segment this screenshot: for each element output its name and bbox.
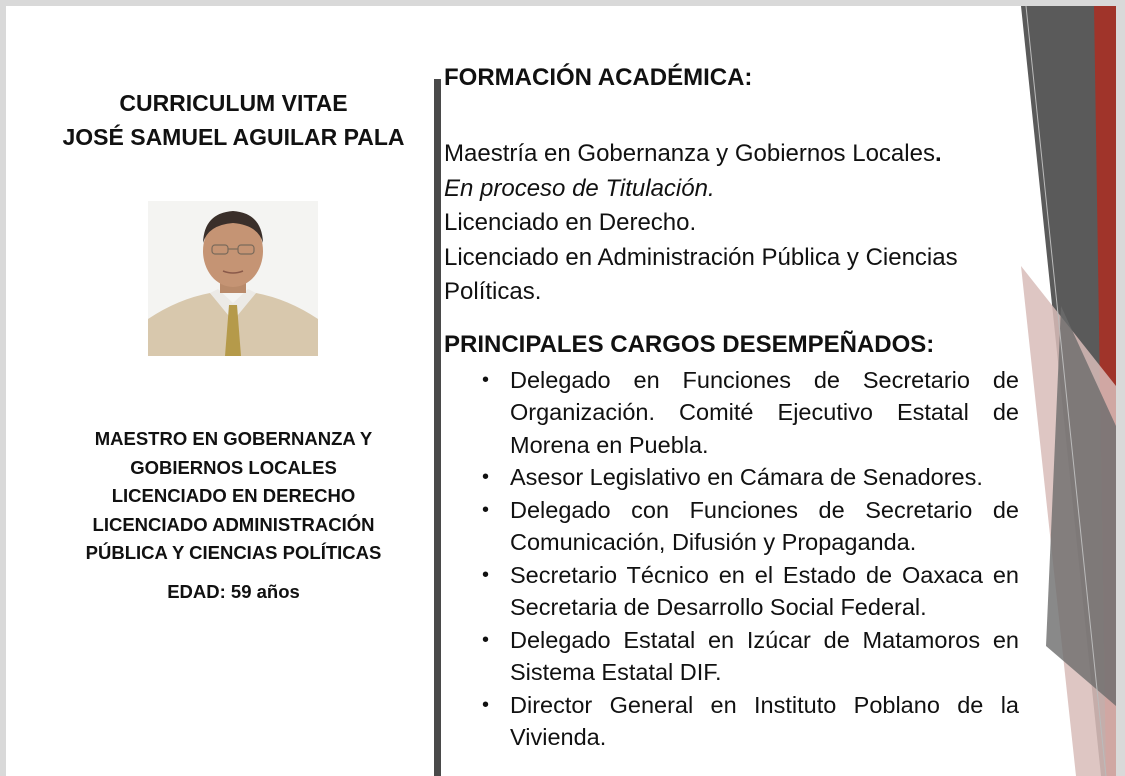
bullet-icon: • [482,628,490,651]
bullet-icon: • [482,693,490,716]
cargo-text: Delegado con Funciones de Secretario de Comunicación, Difusión y Propaganda. [510,496,1019,555]
left-column [6,6,431,776]
cargo-text: Director General en Instituto Poblano de la Vivienda. [510,691,1019,750]
cv-header [6,86,461,154]
formacion-item: Licenciado en Derecho. [444,209,697,236]
cargos-heading: PRINCIPALES CARGOS DESEMPEÑADOS: [444,330,935,358]
list-item [444,461,1019,494]
list-item [444,559,1019,624]
bullet-icon: • [482,498,490,521]
degree-line: MAESTRO EN GOBERNANZA Y [94,428,373,449]
degree-line: GOBIERNOS LOCALES [130,456,337,478]
right-column [444,61,1019,754]
decorative-sidebar-shapes [1006,6,1116,776]
document-page [6,6,1116,776]
age-label: EDAD: 59 años [167,581,300,602]
cargo-text: Delegado en Funciones de Secretario de Organización. Comité Ejecutivo Estatal de Morena en Puebla. [510,366,1019,458]
formacion-list [444,137,1019,310]
formacion-item-text: Maestría en Gobernanza y Gobiernos Locales [444,140,935,167]
cargo-text: Delegado Estatal en Izúcar de Matamoros en Sistema Estatal DIF. [510,626,1019,685]
list-item [444,624,1019,689]
cargos-list [444,364,1019,754]
degree-line: LICENCIADO ADMINISTRACIÓN [92,513,375,535]
cv-name: JOSÉ SAMUEL AGUILAR PALA [62,124,405,150]
bullet-icon: • [482,466,490,488]
formacion-item [444,137,1019,172]
bullet-icon: • [482,368,490,391]
cargo-text: Secretario Técnico en el Estado de Oaxaca en Secretaria de Desarrollo Social Federal. [510,561,1019,620]
portrait-photo [148,201,318,356]
column-divider [434,79,441,776]
formacion-heading: FORMACIÓN ACADÉMICA: [444,64,753,91]
degree-line: LICENCIADO EN DERECHO [111,485,356,506]
formacion-item: Licenciado en Administración Pública y Ciencias Políticas. [444,243,958,305]
bullet-icon: • [482,563,490,586]
cargo-text: Asesor Legislativo en Cámara de Senadores. [510,464,983,490]
list-item [444,689,1019,754]
formacion-item-period: . [934,140,942,167]
list-item [444,364,1019,462]
cv-title: CURRICULUM VITAE [119,90,348,116]
list-item [444,494,1019,559]
degree-line: PÚBLICA Y CIENCIAS POLÍTICAS [85,542,382,563]
formacion-item: En proceso de Titulación. [444,174,715,202]
degrees-summary [46,425,421,568]
